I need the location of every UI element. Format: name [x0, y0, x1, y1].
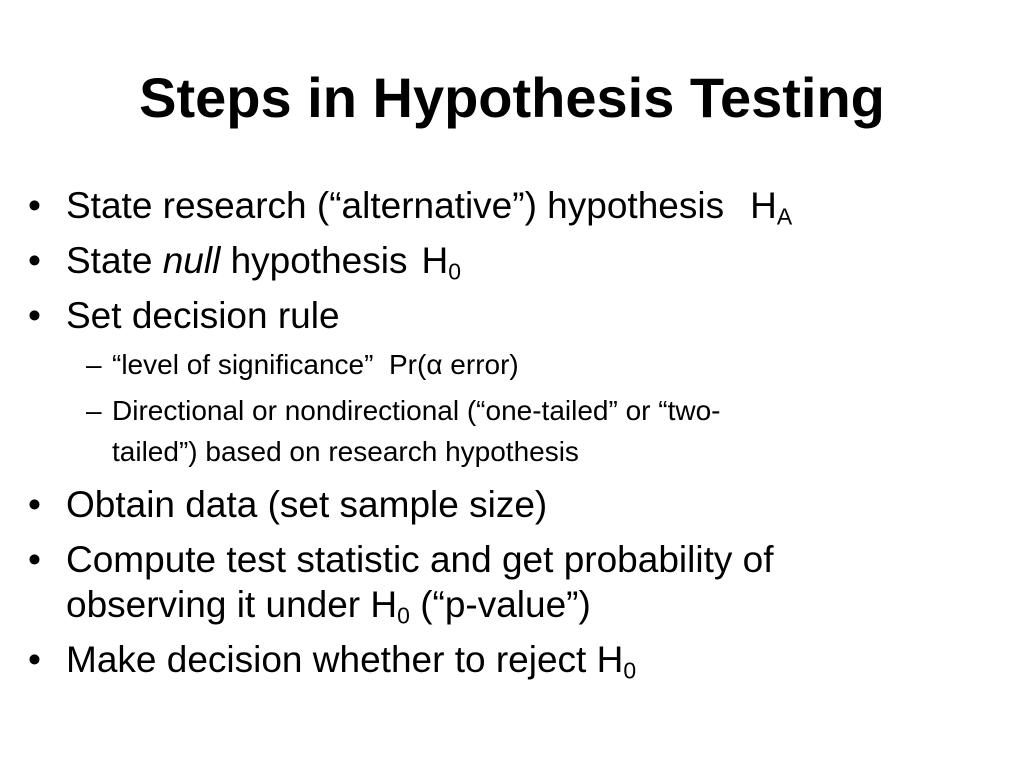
- bullet-text-suffix: hypothesis: [230, 240, 408, 281]
- bullet-item-obtain-data: [28, 482, 988, 527]
- bullet-text-line1: Compute test statistic and get probability of: [66, 539, 774, 580]
- hypothesis-subscript: 0: [397, 602, 410, 629]
- sub-item-directional: [66, 390, 988, 472]
- hypothesis-symbol: H: [421, 240, 449, 281]
- hypothesis-subscript: 0: [448, 258, 461, 285]
- bullet-item-research-hypothesis: [28, 183, 988, 228]
- hypothesis-symbol: H: [750, 185, 777, 226]
- hypothesis-symbol: H: [370, 584, 398, 625]
- hypothesis-subscript: A: [776, 203, 793, 230]
- bullet-marker: •: [28, 484, 41, 525]
- sub-item-text-line1: Directional or nondirectional (“one-tailed” or “two-: [112, 395, 721, 426]
- dash-marker: –: [86, 395, 102, 426]
- bullet-marker: •: [28, 295, 41, 336]
- bullet-text-emphasis: null: [162, 240, 221, 281]
- sub-bullet-list: [66, 344, 988, 472]
- hypothesis-symbol: H: [596, 639, 624, 680]
- slide-title: Steps in Hypothesis Testing: [139, 66, 885, 129]
- bullet-marker: •: [28, 185, 41, 226]
- bullet-text-prefix: State: [66, 240, 153, 281]
- bullet-marker: •: [28, 240, 41, 281]
- sub-item-significance: [66, 344, 988, 385]
- bullet-marker: •: [28, 639, 41, 680]
- bullet-text-line2-suffix: (“p-value”): [420, 584, 591, 625]
- bullet-item-compute-statistic: [28, 537, 988, 627]
- bullet-text-line2-prefix: observing it under: [66, 584, 361, 625]
- sub-item-text: “level of significance” Pr(α error): [112, 349, 519, 380]
- bullet-marker: •: [28, 539, 41, 580]
- bullet-item-decision-rule: [28, 293, 988, 472]
- bullet-list: [28, 183, 988, 692]
- bullet-text: State research (“alternative”) hypothesis: [66, 185, 725, 226]
- bullet-item-make-decision: [28, 637, 988, 682]
- dash-marker: –: [86, 349, 102, 380]
- sub-item-text-line2: tailed”) based on research hypothesis: [112, 436, 579, 467]
- hypothesis-subscript: 0: [623, 657, 637, 684]
- bullet-item-null-hypothesis: [28, 238, 988, 283]
- bullet-text: Set decision rule: [66, 295, 340, 336]
- bullet-text: Make decision whether to reject: [66, 639, 587, 680]
- bullet-text: Obtain data (set sample size): [66, 484, 548, 525]
